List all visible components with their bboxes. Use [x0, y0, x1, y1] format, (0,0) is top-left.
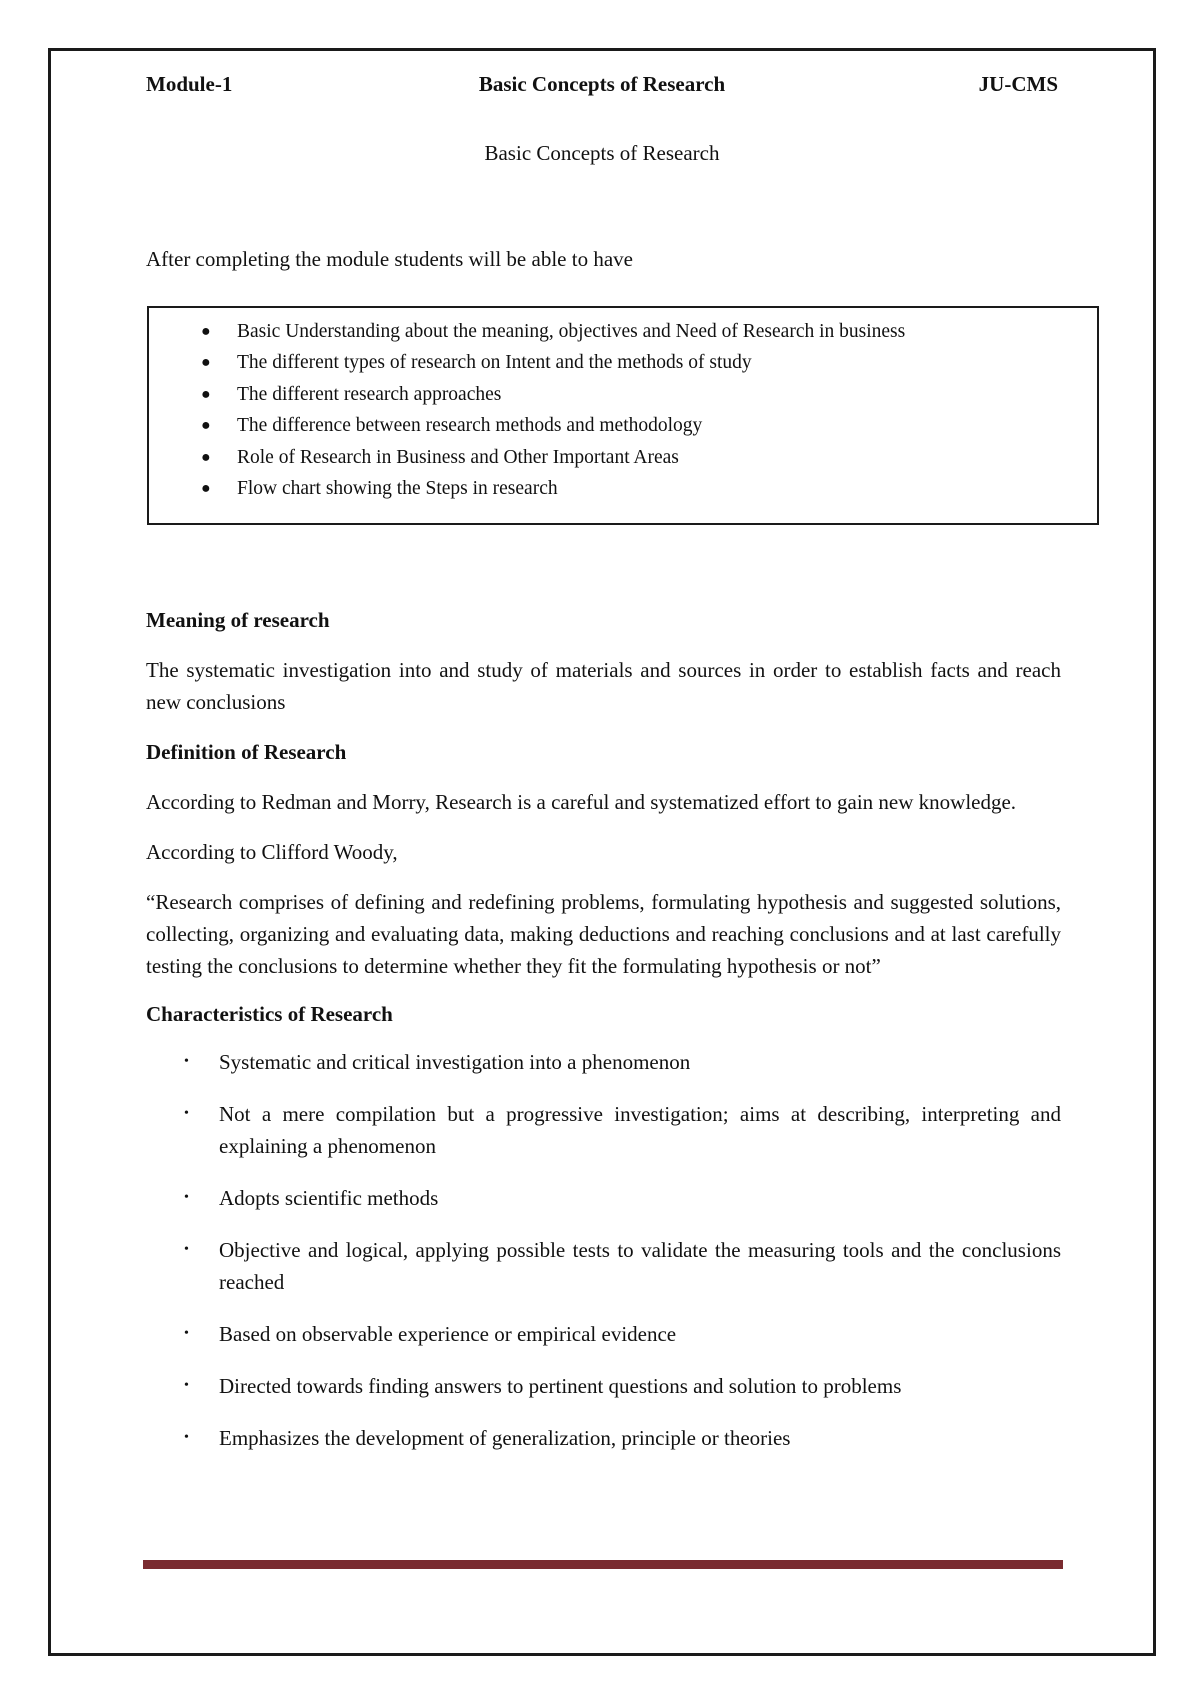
characteristic-item — [146, 1234, 1061, 1298]
characteristic-text: Objective and logical, applying possible tests to validate the measuring tools and the conclusions reached — [219, 1238, 1061, 1294]
characteristic-text: Adopts scientific methods — [219, 1186, 439, 1210]
bullet-icon: • — [184, 1326, 189, 1341]
objective-item — [149, 379, 905, 410]
objective-text: The difference between research methods and methodology — [237, 415, 703, 437]
characteristic-item — [146, 1422, 1061, 1454]
characteristic-item — [146, 1370, 1061, 1402]
characteristic-text: Not a mere compilation but a progressive investigation; aims at describing, interpreting and explaining a phenomenon — [219, 1102, 1061, 1158]
objectives-box — [147, 306, 1099, 525]
bullet-icon: ● — [201, 323, 211, 340]
characteristic-item — [146, 1182, 1061, 1214]
bullet-icon: • — [184, 1430, 189, 1445]
bullet-icon: ● — [201, 479, 211, 497]
characteristics-list — [146, 1046, 1061, 1454]
objective-text: The different types of research on Intent and the methods of study — [237, 352, 752, 374]
bullet-icon: • — [184, 1106, 189, 1121]
objective-text: Flow chart showing the Steps in research — [237, 477, 558, 499]
bullet-icon: ● — [201, 385, 211, 403]
header-org: JU-CMS — [978, 72, 1058, 96]
objective-text: The different research approaches — [237, 383, 502, 405]
characteristic-text: Based on observable experience or empirical evidence — [219, 1322, 677, 1346]
definition-heading: Definition of Research — [146, 740, 347, 764]
definition-para-1: According to Redman and Morry, Research is a careful and systematized effort to gain new knowledge. — [146, 790, 1017, 814]
header-module: Module-1 — [146, 72, 233, 96]
main-content — [146, 604, 1061, 1474]
objective-item — [149, 347, 905, 378]
definition-quote: “Research comprises of defining and redefining problems, formulating hypothesis and suggested solutions, collecting, organizing and evaluating data, making deductions and reaching conclusions and at last carefully testing the conclusions to determine whether they fit the formulating hypothesis or not” — [146, 890, 1061, 978]
meaning-text: The systematic investigation into and study of materials and sources in order to establish facts and reach new conclusions — [146, 658, 1061, 714]
objective-text: Basic Understanding about the meaning, objectives and Need of Research in business — [237, 321, 906, 342]
page-header — [146, 72, 1058, 102]
bullet-icon: • — [184, 1242, 189, 1257]
intro-text: After completing the module students will be able to have — [146, 247, 633, 271]
objective-item — [149, 316, 905, 347]
bullet-icon: ● — [201, 417, 211, 435]
bullet-icon: ● — [201, 354, 211, 372]
bullet-icon: ● — [201, 448, 211, 466]
bullet-icon: • — [184, 1190, 189, 1205]
characteristic-item — [146, 1318, 1061, 1350]
bullet-icon: • — [184, 1378, 189, 1393]
bullet-icon: • — [184, 1054, 189, 1069]
objective-text: Role of Research in Business and Other Important Areas — [237, 446, 679, 468]
characteristic-text: Systematic and critical investigation into a phenomenon — [219, 1050, 691, 1074]
characteristics-heading: Characteristics of Research — [146, 1002, 393, 1026]
characteristic-text: Emphasizes the development of generalization, principle or theories — [219, 1426, 791, 1450]
objective-item — [149, 410, 905, 441]
meaning-heading: Meaning of research — [146, 608, 330, 632]
definition-para-2: According to Clifford Woody, — [146, 840, 398, 864]
footer-rule — [143, 1560, 1063, 1569]
objectives-list — [149, 316, 905, 504]
characteristic-item — [146, 1046, 1061, 1078]
characteristic-text: Directed towards finding answers to pertinent questions and solution to problems — [219, 1374, 902, 1398]
document-title: Basic Concepts of Research — [484, 141, 720, 165]
objective-item — [149, 473, 905, 504]
objective-item — [149, 442, 905, 473]
characteristic-item — [146, 1098, 1061, 1162]
header-title: Basic Concepts of Research — [478, 72, 726, 96]
